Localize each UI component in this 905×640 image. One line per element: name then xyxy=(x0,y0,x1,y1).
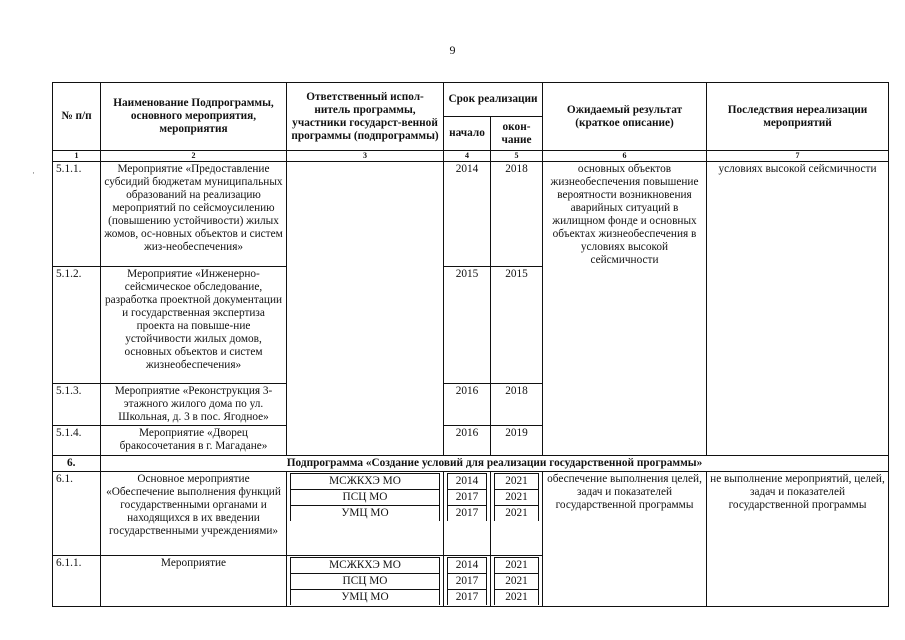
section-title: Подпрограмма «Создание условий для реализации государственной программы» xyxy=(101,456,889,472)
row-name: Мероприятие «Дворец бракосочетания в г. Магадане» xyxy=(101,426,287,456)
row-number: 6.1.1. xyxy=(53,556,101,607)
end-item: 2021 xyxy=(495,490,539,506)
start-item: 2017 xyxy=(448,506,487,522)
section-number: 6. xyxy=(53,456,101,472)
column-numbers-row xyxy=(53,151,889,162)
row-end xyxy=(491,472,543,556)
end-item: 2021 xyxy=(495,590,539,606)
row-start xyxy=(444,472,491,556)
row-start xyxy=(444,556,491,607)
row-start: 2016 xyxy=(444,384,491,426)
table-row xyxy=(53,162,889,267)
table-row xyxy=(53,472,889,556)
start-item: 2014 xyxy=(448,558,487,574)
row-number: 5.1.1. xyxy=(53,162,101,267)
start-item: 2017 xyxy=(448,574,487,590)
row-start: 2014 xyxy=(444,162,491,267)
column-number: 4 xyxy=(444,151,491,162)
responsible-item: УМЦ МО xyxy=(291,506,440,522)
responsible-item: ПСЦ МО xyxy=(291,490,440,506)
row-name: Основное мероприятие «Обеспечение выполнения функций государственными органами и находящихся в их введении государственными учреждениями» xyxy=(101,472,287,556)
header-start: начало xyxy=(444,117,491,151)
row-number: 5.1.3. xyxy=(53,384,101,426)
column-number: 1 xyxy=(53,151,101,162)
block2-consequences: не выполнение мероприятий, целей, задач и показателей государственной программы xyxy=(707,472,889,607)
row-end xyxy=(491,556,543,607)
end-item: 2021 xyxy=(495,506,539,522)
header-end: окон-чание xyxy=(491,117,543,151)
block1-consequences: условиях высокой сейсмичности xyxy=(707,162,889,456)
row-name: Мероприятие «Инженерно-сейсмическое обследование, разработка проектной документации и государственная экспертиза проекта на повыше-ние устойчивости жилых домов, основных объектов и систем жизнеобеспечения» xyxy=(101,267,287,384)
header-term: Срок реализации xyxy=(444,83,543,117)
row-name: Мероприятие «Предоставление субсидий бюджетам муниципальных образований на реализацию мероприятий по сейсмоусилению (повышению устойчивости) жилых жомов, ос-новных объектов и систем жиз-необеспечения» xyxy=(101,162,287,267)
header-name: Наименование Подпрограммы, основного мероприятия, мероприятия xyxy=(101,83,287,151)
responsible-item: УМЦ МО xyxy=(291,590,440,606)
row-number: 5.1.2. xyxy=(53,267,101,384)
responsible-item: ПСЦ МО xyxy=(291,574,440,590)
column-number: 5 xyxy=(491,151,543,162)
end-item: 2021 xyxy=(495,474,539,490)
header-result: Ожидаемый результат (краткое описание) xyxy=(543,83,707,151)
start-item: 2014 xyxy=(448,474,487,490)
responsible-item: МСЖКХЭ МО xyxy=(291,474,440,490)
row-start: 2016 xyxy=(444,426,491,456)
start-item: 2017 xyxy=(448,590,487,606)
row-responsible xyxy=(287,162,444,456)
row-name: Мероприятие xyxy=(101,556,287,607)
column-number: 3 xyxy=(287,151,444,162)
header-consequences: Последствия нереализации мероприятий xyxy=(707,83,889,151)
header-responsible: Ответственный испол-нитель программы, участники государст-венной программы (подпрограммы) xyxy=(287,83,444,151)
start-item: 2017 xyxy=(448,490,487,506)
row-start: 2015 xyxy=(444,267,491,384)
header-num: № п/п xyxy=(53,83,101,151)
page-number: 9 xyxy=(449,43,456,57)
row-end: 2015 xyxy=(491,267,543,384)
column-number: 6 xyxy=(543,151,707,162)
end-item: 2021 xyxy=(495,574,539,590)
block1-result: основных объектов жизнеобеспечения повышение вероятности возникновения аварийных ситуаций в жилищном фонде и основных объектах жизнеобеспечения в условиях высокой сейсмичности xyxy=(543,162,707,456)
responsible-item: МСЖКХЭ МО xyxy=(291,558,440,574)
program-table xyxy=(52,82,889,607)
row-end: 2018 xyxy=(491,384,543,426)
scan-mark: · xyxy=(32,168,35,178)
row-number: 6.1. xyxy=(53,472,101,556)
end-item: 2021 xyxy=(495,558,539,574)
column-number: 2 xyxy=(101,151,287,162)
section-row xyxy=(53,456,889,472)
row-responsible xyxy=(287,472,444,556)
row-number: 5.1.4. xyxy=(53,426,101,456)
row-end: 2019 xyxy=(491,426,543,456)
row-end: 2018 xyxy=(491,162,543,267)
row-responsible xyxy=(287,556,444,607)
row-name: Мероприятие «Реконструкция 3-этажного жилого дома по ул. Школьная, д. 3 в пос. Ягодное» xyxy=(101,384,287,426)
column-number: 7 xyxy=(707,151,889,162)
block2-result: обеспечение выполнения целей, задач и показателей государственной программы xyxy=(543,472,707,607)
